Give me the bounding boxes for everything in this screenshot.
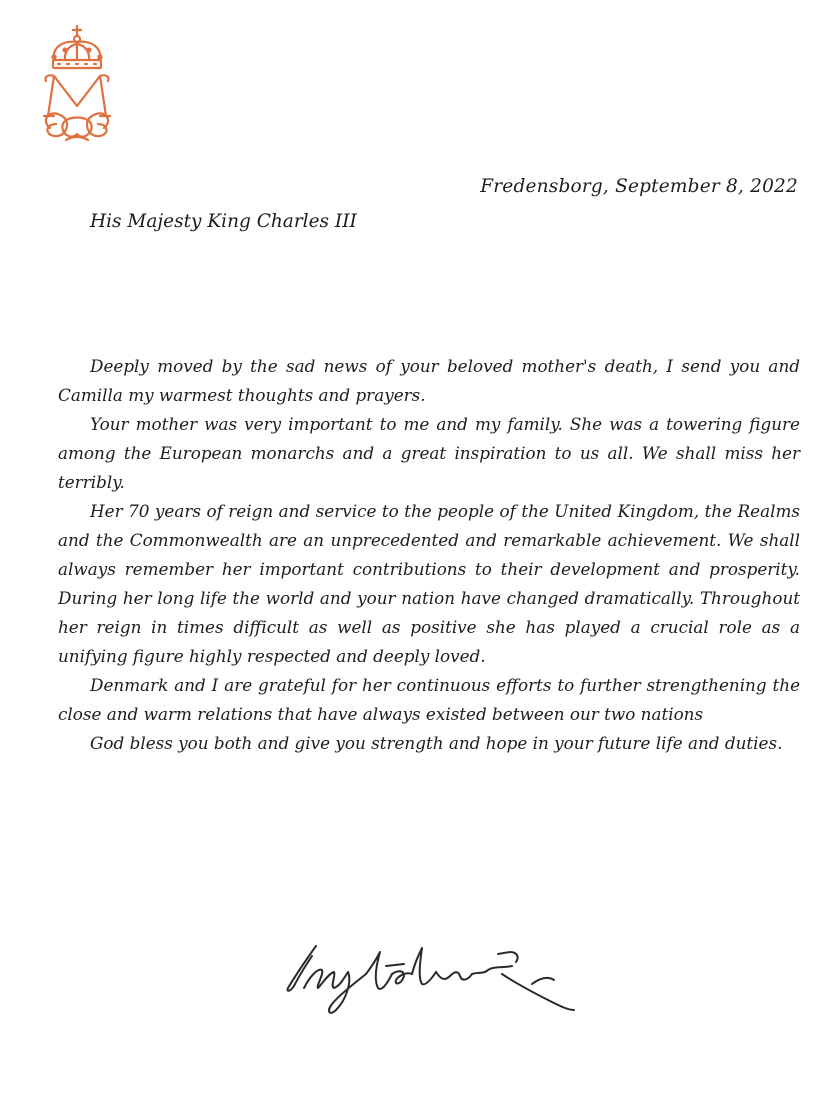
royal-monogram-icon <box>36 24 118 144</box>
handwritten-signature-icon <box>282 926 582 1021</box>
paragraph-blessing: God bless you both and give you strength and hope in your future life and duties. <box>90 733 783 753</box>
date-line: Fredensborg, September 8, 2022 <box>480 176 798 197</box>
recipient-salutation: His Majesty King Charles III <box>90 211 357 232</box>
letter-body <box>58 352 800 758</box>
paragraph-condolence: Deeply moved by the sad news of your beloved mother's death, I send you and Camilla my warmest thoughts and prayers. <box>58 356 800 405</box>
paragraph-reign: Her 70 years of reign and service to the people of the United Kingdom, the Realms and the Commonwealth are an unprecedented and remarkable achievement. We shall always remember her important contributions to their development and prosperity. During her long life the world and your nation have changed dramatically. Throughout her reign in times difficult as well as positive she has played a crucial role as a unifying figure highly respected and deeply loved. <box>58 501 800 666</box>
paragraph-importance: Your mother was very important to me and my family. She was a towering figure among the European monarchs and a great inspiration to us all. We shall miss her terribly. <box>58 414 800 492</box>
paragraph-relations: Denmark and I are grateful for her continuous efforts to further strengthening the close and warm relations that have always existed between our two nations <box>58 675 800 724</box>
